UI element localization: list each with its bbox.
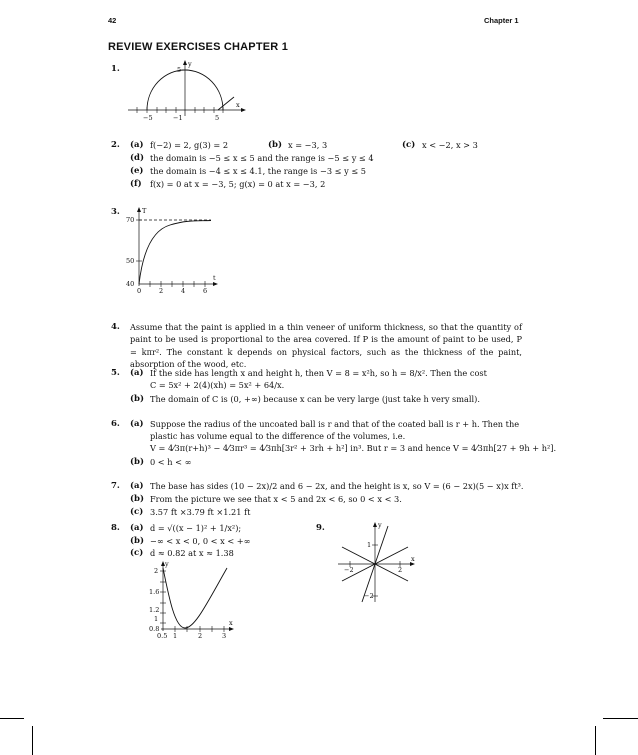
ex2-part-f-label: (f) <box>130 179 142 189</box>
ex8-tick-y16: 1.6 <box>149 588 160 596</box>
ex9-tick-xneg2: −2 <box>344 566 354 574</box>
ex7-part-a-text: The base has sides (10 − 2x)/2 and 6 − 2x, and the height is x, so V = (6 − 2x)(5 − x)x ft³. <box>150 481 524 491</box>
ex8-tick-x1: 1 <box>173 632 178 640</box>
ex3-tick-x2: 2 <box>159 287 164 295</box>
ex1-tick-neg1: −1 <box>173 114 183 122</box>
ex8-part-c-text: d ≈ 0.82 at x ≈ 1.38 <box>150 548 234 558</box>
ex8-tick-x3: 3 <box>222 632 227 640</box>
ex5-part-a-label: (a) <box>130 368 144 378</box>
exercise-9-figure <box>328 520 428 605</box>
ex1-x-label: x <box>236 101 240 109</box>
exercise-6-number: 6. <box>111 419 120 429</box>
ex3-x-label: t <box>213 274 216 282</box>
ex8-part-c-label: (c) <box>130 548 144 558</box>
page-number: 42 <box>108 16 117 25</box>
ex8-part-b-text: −∞ < x < 0, 0 < x < +∞ <box>150 536 251 546</box>
ex2-part-b-label: (b) <box>268 140 282 150</box>
ex8-part-b-label: (b) <box>130 536 144 546</box>
ex3-tick-x4: 4 <box>181 287 186 295</box>
exercise-9-number: 9. <box>316 523 325 533</box>
exercise-2-number: 2. <box>111 140 120 150</box>
ex7-part-c-label: (c) <box>130 507 144 517</box>
exercise-3-figure <box>125 205 225 300</box>
ex2-part-e-text: the domain is −4 ≤ x ≤ 4.1, the range is −3 ≤ y ≤ 5 <box>150 166 367 176</box>
ex6-part-b-text: 0 < h < ∞ <box>150 457 192 467</box>
exercise-8-number: 8. <box>111 523 120 533</box>
ex1-tick-5-top: 5 <box>177 66 182 74</box>
ex3-tick-x0: 0 <box>137 287 142 295</box>
ex6-part-a-line1: Suppose the radius of the uncoated ball is r and that of the coated ball is r + h. Then the <box>150 419 520 429</box>
ex2-part-c-label: (c) <box>402 140 416 150</box>
ex2-part-d-text: the domain is −5 ≤ x ≤ 5 and the range is −5 ≤ y ≤ 4 <box>150 153 374 163</box>
ex2-part-c-text: x < −2, x > 3 <box>422 140 478 150</box>
ex6-part-a-line2: plastic has volume equal to the difference of the volumes, i.e. <box>150 431 406 441</box>
ex5-part-a-line1: If the side has length x and height h, then V = 8 = x²h, so h = 8/x². Then the cost <box>150 368 487 378</box>
ex8-tick-y1: 1 <box>154 615 159 623</box>
ex7-part-b-label: (b) <box>130 494 144 504</box>
exercise-4-number: 4. <box>111 322 120 332</box>
exercise-3-number: 3. <box>111 207 120 217</box>
ex8-x-label: x <box>229 619 233 627</box>
crop-mark-right-v <box>595 726 596 755</box>
ex8-tick-x2: 2 <box>198 632 203 640</box>
ex8-tick-y2: 2 <box>154 567 159 575</box>
exercise-8-figure <box>145 558 245 643</box>
ex2-part-f-text: f(x) = 0 at x = −3, 5; g(x) = 0 at x = −3, 2 <box>150 179 326 189</box>
ex8-tick-y08: 0.8 <box>149 625 160 633</box>
ex8-tick-y12: 1.2 <box>149 606 160 614</box>
exercise-5-number: 5. <box>111 368 120 378</box>
ex6-part-b-label: (b) <box>130 457 144 467</box>
crop-mark-left-v <box>32 726 33 755</box>
crop-mark-left-h <box>0 718 24 719</box>
ex5-part-b-text: The domain of C is (0, +∞) because x can be very large (just take h very small). <box>150 394 480 404</box>
ex6-part-a-label: (a) <box>130 419 144 429</box>
ex7-part-c-text: 3.57 ft ×3.79 ft ×1.21 ft <box>150 507 251 517</box>
ex2-part-a-text: f(−2) = 2, g(3) = 2 <box>150 140 229 150</box>
ex9-x-label: x <box>411 555 415 563</box>
ex5-part-a-line2: C = 5x² + 2(4)(xh) = 5x² + 64/x. <box>150 380 285 390</box>
ex4-text: Assume that the paint is applied in a thin veneer of uniform thickness, so that the quantity of paint to be used is proportional to the area covered. If P is the amount of paint to be used, P = kπr². The constant k depends on physical factors, such as the thickness of the paint, absorption of the wood, etc. <box>130 322 522 370</box>
exercise-7-number: 7. <box>111 481 120 491</box>
chapter-label: Chapter 1 <box>484 16 519 25</box>
ex8-y-label: y <box>165 560 169 568</box>
ex1-y-label: y <box>188 60 192 68</box>
crop-mark-right-h <box>603 718 638 719</box>
ex8-tick-x05: 0.5 <box>157 632 168 640</box>
page-title: REVIEW EXERCISES CHAPTER 1 <box>108 41 289 53</box>
ex7-part-b-text: From the picture we see that x < 5 and 2x < 6, so 0 < x < 3. <box>150 494 402 504</box>
ex8-part-a-label: (a) <box>130 523 144 533</box>
ex3-y-label: T <box>142 207 147 215</box>
ex9-tick-y1: 1 <box>367 541 372 549</box>
ex9-y-label: y <box>378 521 382 529</box>
ex2-part-d-label: (d) <box>130 153 144 163</box>
ex3-tick-y40: 40 <box>126 280 135 288</box>
ex1-tick-neg5: −5 <box>143 114 153 122</box>
ex9-tick-x2: 2 <box>398 566 403 574</box>
exercise-1-number: 1. <box>111 64 120 74</box>
ex3-tick-y70: 70 <box>126 216 135 224</box>
ex9-tick-yneg2: −2 <box>364 592 374 600</box>
ex2-part-b-text: x = −3, 3 <box>288 140 328 150</box>
ex3-tick-x6: 6 <box>203 287 208 295</box>
ex2-part-e-label: (e) <box>130 166 144 176</box>
ex1-tick-5-right: 5 <box>215 114 220 122</box>
ex7-part-a-label: (a) <box>130 481 144 491</box>
ex3-tick-y50: 50 <box>126 257 135 265</box>
ex8-part-a-text: d = √((x − 1)² + 1/x²); <box>150 523 242 533</box>
ex2-part-a-label: (a) <box>130 140 144 150</box>
ex6-part-a-line3: V = 4⁄3π(r+h)³ − 4⁄3πr³ = 4⁄3πh[3r² + 3rh + h²] in³. But r = 3 and hence V = 4⁄3πh[27 + 9h + h²]. <box>150 443 557 453</box>
exercise-1-figure <box>128 60 258 120</box>
ex5-part-b-label: (b) <box>130 394 144 404</box>
